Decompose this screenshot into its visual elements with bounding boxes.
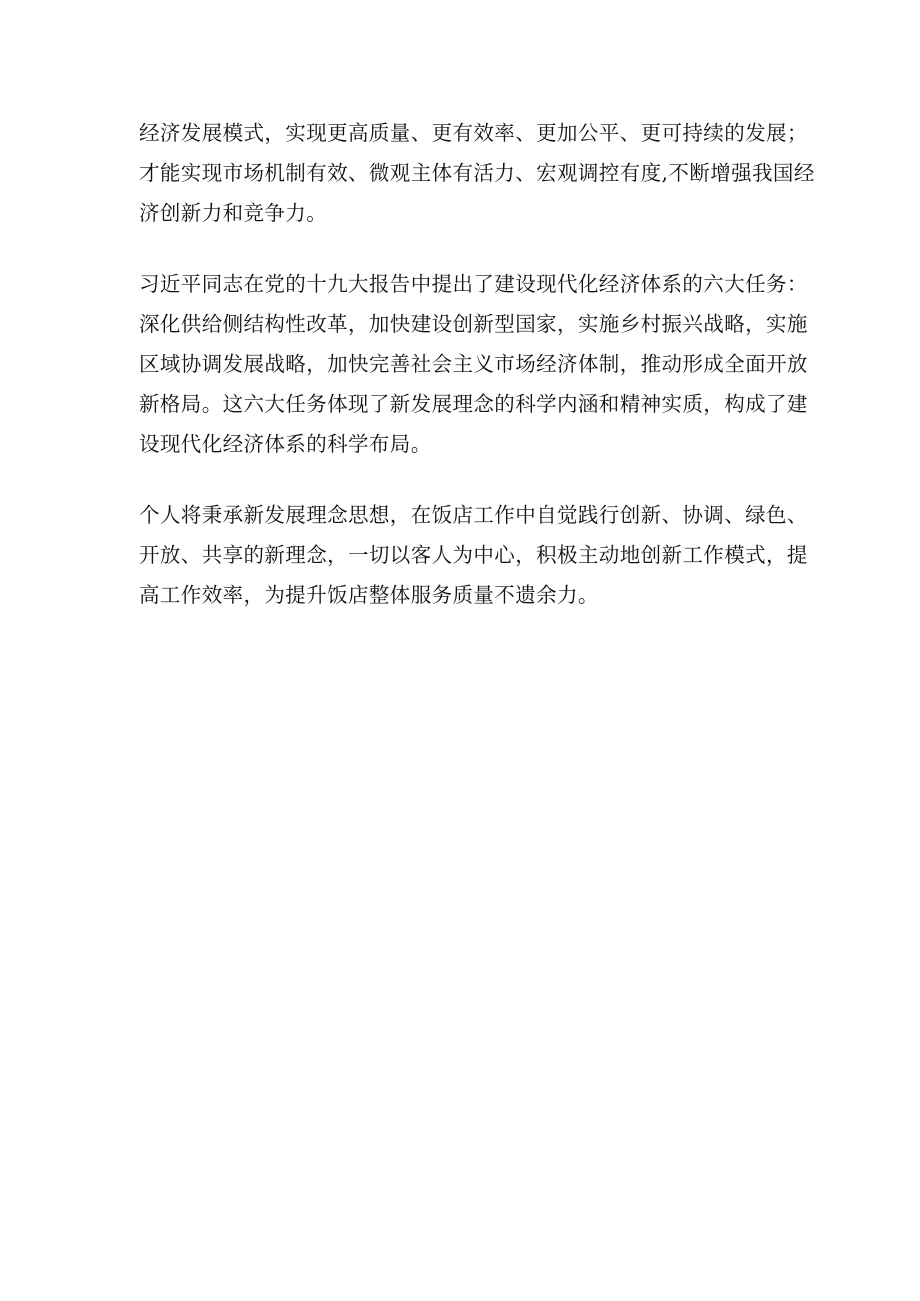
paragraph-line: 个人将秉承新发展理念思想，在饭店工作中自觉践行创新、协调、绿色、 — [139, 503, 808, 527]
paragraph-line: 济创新力和竞争力。 — [139, 201, 328, 225]
paragraph-line: 区域协调发展战略，加快完善社会主义市场经济体制，推动形成全面开放 — [139, 352, 808, 376]
paragraph-line: 才能实现市场机制有效、微观主体有活力、宏观调控有度,不断增强我国经 — [139, 161, 815, 185]
paragraph-2 — [139, 264, 808, 464]
paragraph-line: 设现代化经济体系的科学布局。 — [139, 432, 432, 456]
paragraph-line: 开放、共享的新理念，一切以客人为中心，积极主动地创新工作模式，提 — [139, 543, 808, 567]
document-body — [139, 113, 815, 646]
paragraph-line: 习近平同志在党的十九大报告中提出了建设现代化经济体系的六大任务： — [139, 272, 808, 296]
paragraph-line: 新格局。这六大任务体现了新发展理念的科学内涵和精神实质，构成了建 — [139, 392, 808, 416]
paragraph-line: 高工作效率，为提升饭店整体服务质量不遗余力。 — [139, 583, 599, 607]
paragraph-line: 深化供给侧结构性改革，加快建设创新型国家，实施乡村振兴战略，实施 — [139, 312, 808, 336]
paragraph-1 — [139, 113, 815, 233]
paragraph-3 — [139, 495, 808, 615]
paragraph-line: 经济发展模式，实现更高质量、更有效率、更加公平、更可持续的发展； — [139, 121, 808, 145]
